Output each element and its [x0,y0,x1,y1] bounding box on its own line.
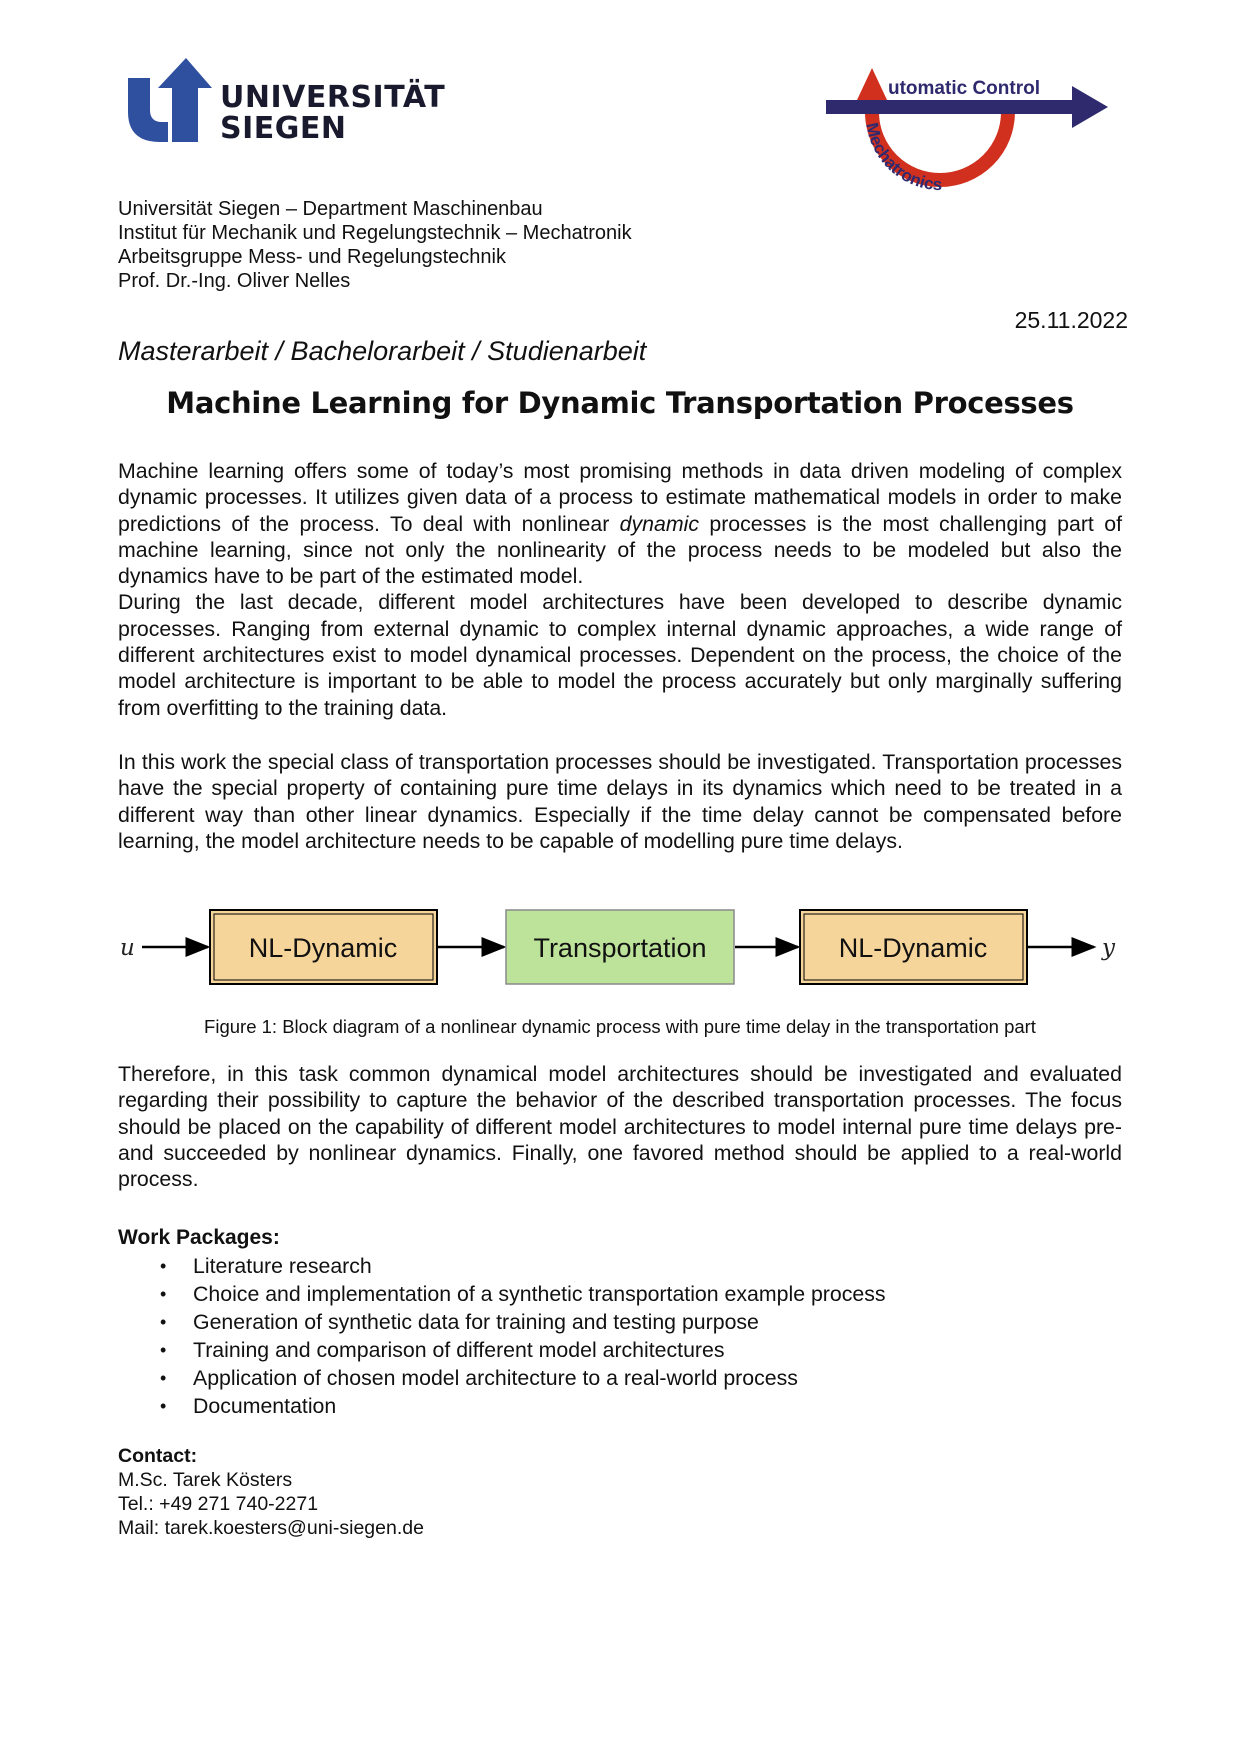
work-package-label: Literature research [193,1254,372,1278]
list-item [160,1252,886,1280]
bullet-icon: • [160,1284,167,1304]
contact-phone: Tel.: +49 271 740-2271 [118,1493,319,1515]
list-item [160,1280,886,1308]
contact-mail: Mail: tarek.koesters@uni-siegen.de [118,1517,424,1539]
ac-logo-letter: A [866,79,877,96]
address-line-professor: Prof. Dr.-Ing. Oliver Nelles [118,270,351,292]
contact-block [118,1444,424,1540]
work-package-label: Application of chosen model architecture to a real-world process [193,1366,798,1390]
figure-caption: Figure 1: Block diagram of a nonlinear dynamic process with pure time delay in the transportation part [204,1016,1036,1037]
diagram-block-nl-dynamic-2 [800,910,1027,984]
university-name-line1: UNIVERSITÄT [220,80,446,115]
address-line-group: Arbeitsgruppe Mess- und Regelungstechnik [118,246,506,268]
university-siegen-logo [128,58,448,148]
diagram-block-nl-dynamic-1 [210,910,437,984]
thesis-type: Masterarbeit / Bachelorarbeit / Studienarbeit [118,336,647,366]
bullet-icon: • [160,1396,167,1416]
list-item [160,1392,886,1420]
diagram-block-transportation [506,910,734,984]
university-name [220,82,445,144]
contact-name: M.Sc. Tarek Kösters [118,1469,293,1491]
work-package-label: Choice and implementation of a synthetic transportation example process [193,1282,886,1306]
work-packages-list [160,1252,886,1420]
diagram-block-3-label: NL-Dynamic [838,933,988,963]
ac-logo-arc-textpath: Mechatronics [862,120,943,195]
work-package-label: Generation of synthetic data for training and testing purpose [193,1310,759,1334]
bullet-icon: • [160,1340,167,1360]
list-item [160,1364,886,1392]
bullet-icon: • [160,1312,167,1332]
block-diagram [108,905,1132,997]
automatic-control-mechatronics-icon [826,50,1126,200]
intro-paragraph-2: During the last decade, different model architectures have been developed to describe dynamic processes. Ranging from external dynamic to complex internal dynamic approaches, a wide range of different architectures exist to model dynamical processes. Dependent on the process, the choice of the model architecture is important to be able to model the process accurately but only marginally suffering from overfitting to the training data. [118,590,1122,720]
task-paragraph-text: Therefore, in this task common dynamical model architectures should be investigated and evaluated regarding their possibility to capture the behavior of the described transportation processes. The focus should be placed on the capability of different model architectures to model internal pure time delays pre- and succeeded by nonlinear dynamics. Finally, one favored method should be applied to a real-world process. [118,1062,1122,1192]
intro-text-a: Machine learning offers some of today’s most promising methods in data driven modeling of complex dynamic processes. It utilizes given data of a process to estimate mathematical models in order to make predictions of the process. To deal with nonlinear [118,459,1122,536]
transport-paragraph-text: In this work the special class of transportation processes should be investigated. Transportation processes have the special property of containing pure time delays in its dynamics which need to be treated in a different way than other linear dynamics. Especially if the time delay cannot be compensated before learning, the model architecture needs to be capable of modelling pure time delays. [118,750,1122,853]
work-packages-heading: Work Packages: [118,1226,280,1249]
address-block [118,197,632,293]
list-item [160,1336,886,1364]
document-date: 25.11.2022 [1014,307,1128,333]
list-item [160,1308,886,1336]
address-line-department: Universität Siegen – Department Maschinenbau [118,198,543,220]
task-paragraph [118,1061,1122,1192]
ac-logo-arc-text [862,121,943,194]
university-name-line2: SIEGEN [220,111,347,146]
document-title: Machine Learning for Dynamic Transportation Processes [166,386,1074,420]
intro-paragraph-1 [118,458,1122,589]
work-package-label: Training and comparison of different model architectures [193,1338,725,1362]
intro-section [118,458,1122,721]
diagram-block-2-label: Transportation [533,933,707,963]
automatic-control-logo [826,50,1126,200]
diagram-input-label: u [120,935,135,961]
bullet-icon: • [160,1368,167,1388]
address-line-institute: Institut für Mechanik und Regelungstechnik – Mechatronik [118,222,632,244]
university-logo-mark-icon [128,58,212,142]
diagram-block-1-label: NL-Dynamic [248,933,398,963]
intro-emphasis: dynamic [619,511,699,536]
ac-logo-text: utomatic Control [888,78,1040,99]
bullet-icon: • [160,1256,167,1276]
contact-heading: Contact: [118,1445,198,1467]
work-package-label: Documentation [193,1394,337,1418]
diagram-output-label: y [1102,935,1115,961]
transport-paragraph [118,749,1122,854]
intro-text-b: processes is the most challenging part of machine learning, since not only the nonlinearity of the process needs to be modeled but also the dynamics have to be part of the estimated model. [118,511,1122,589]
